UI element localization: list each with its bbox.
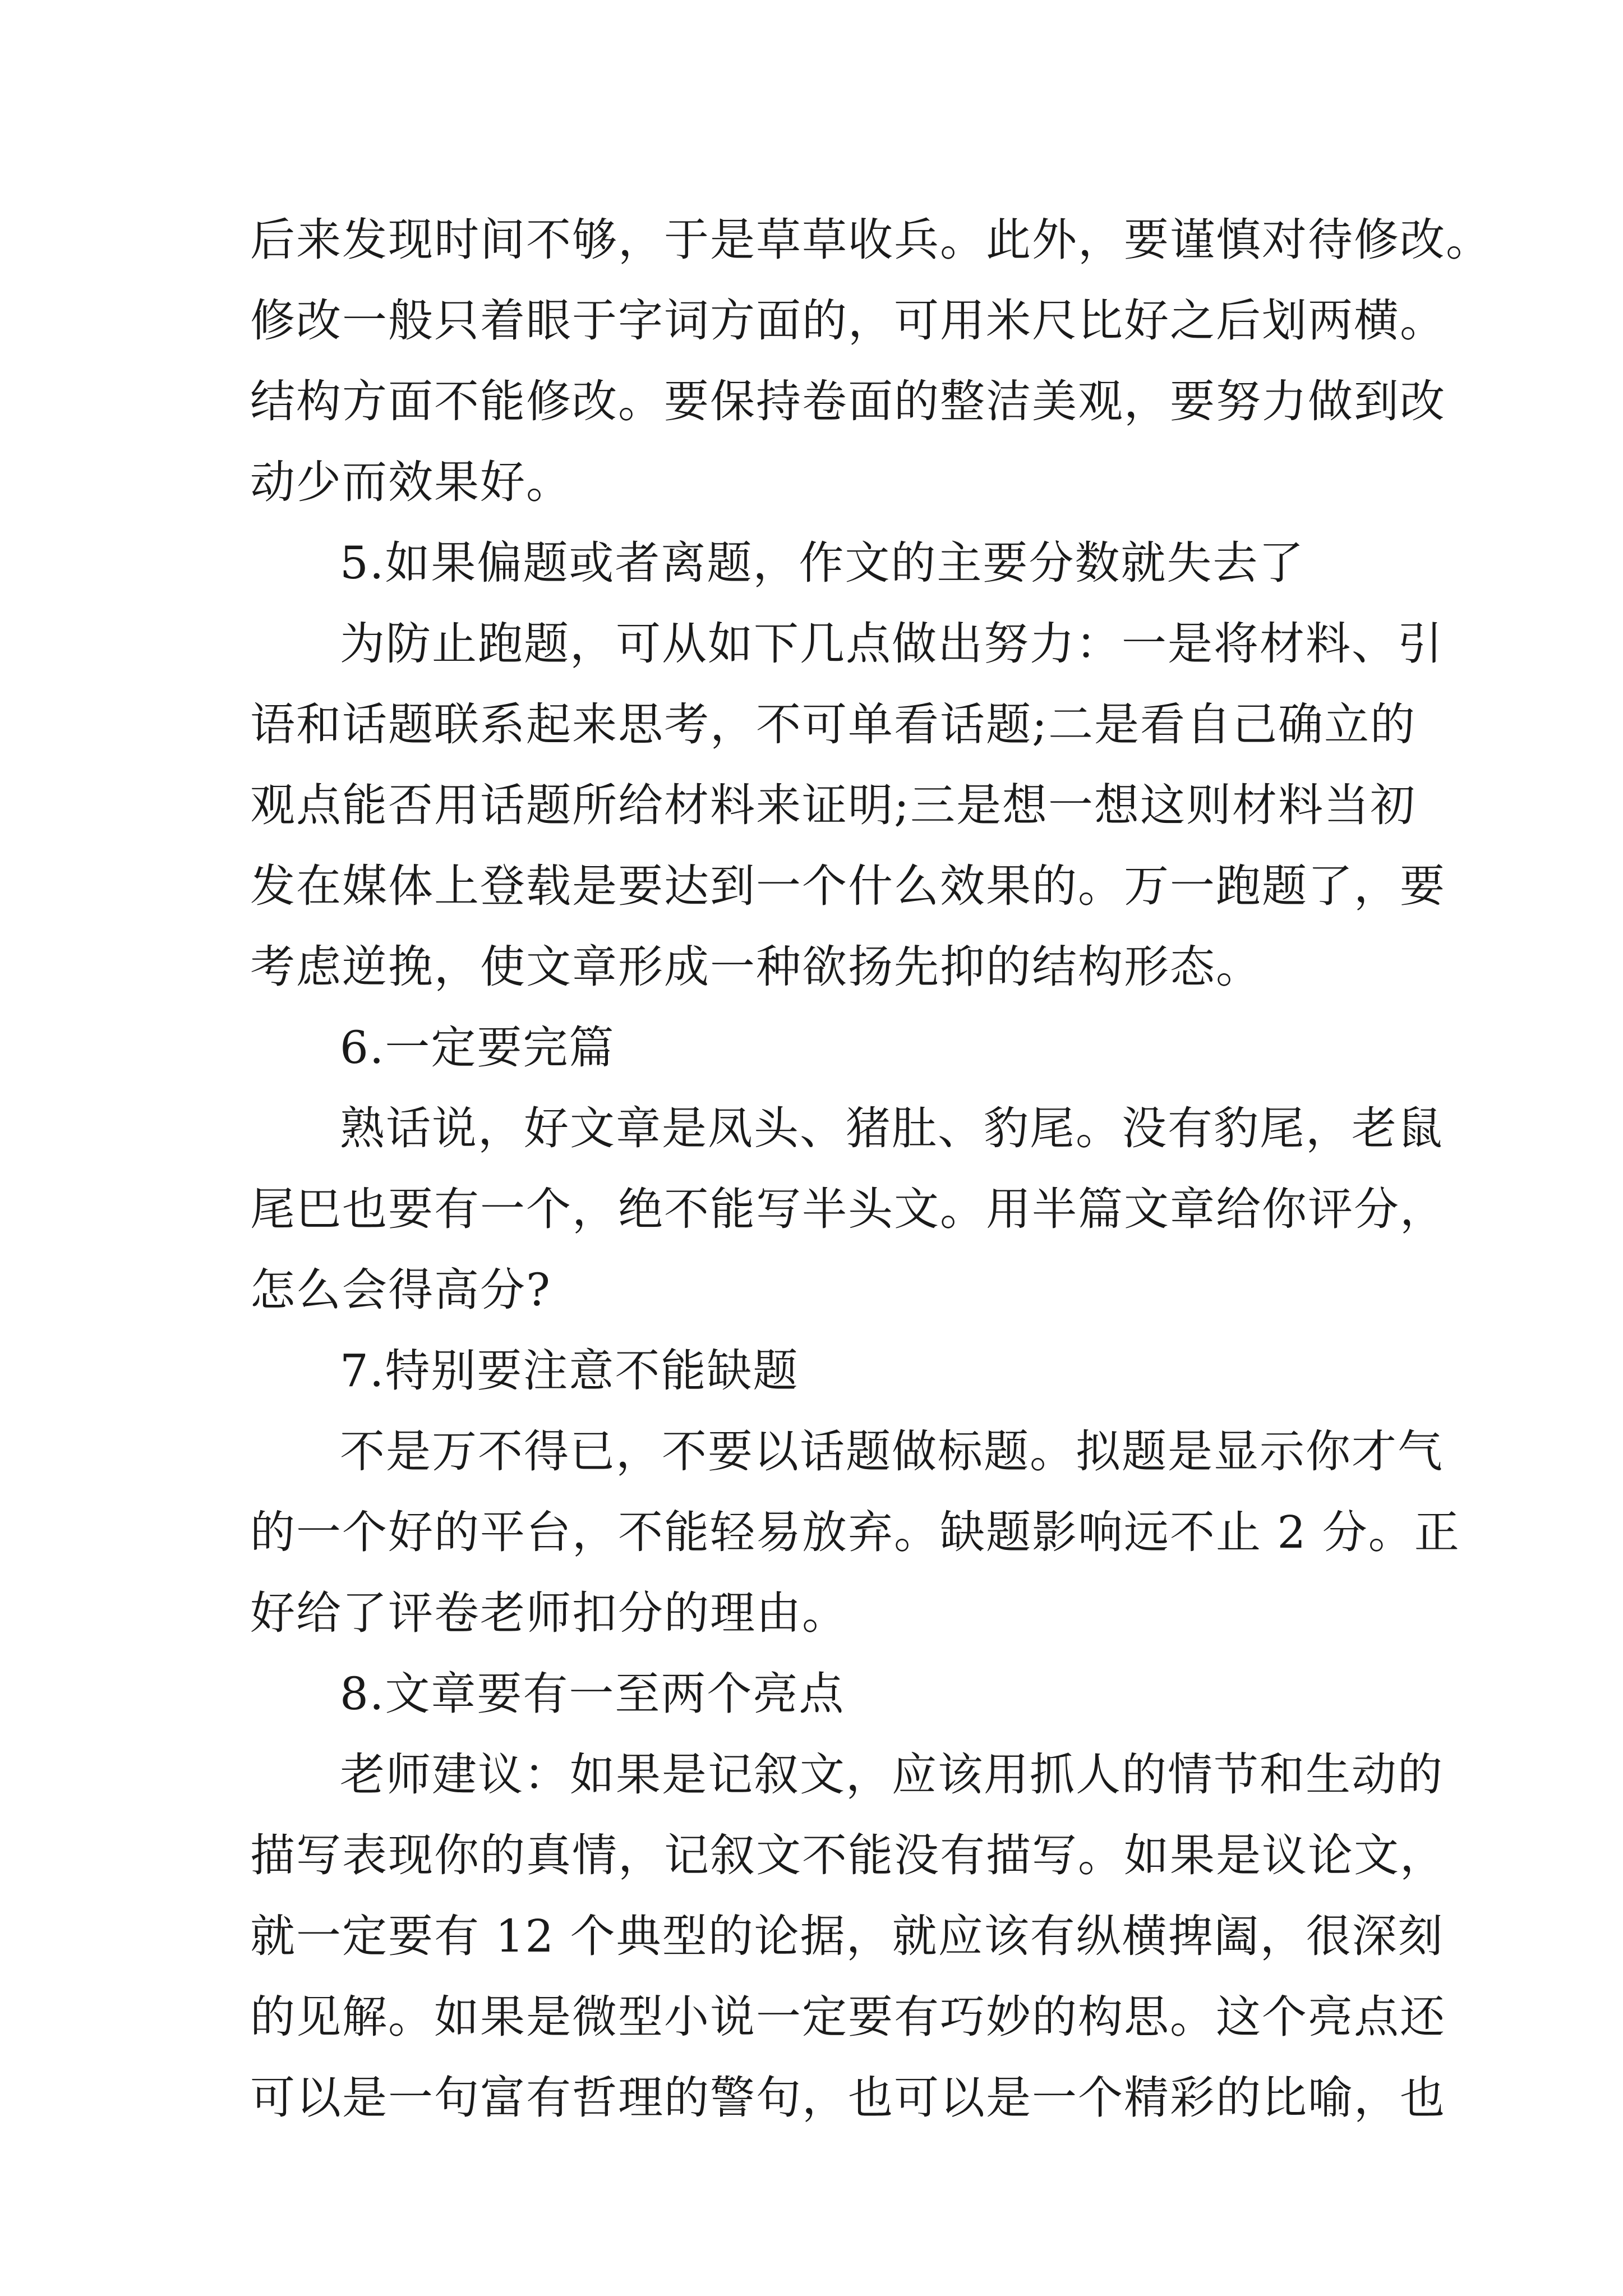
text-line: 好给了评卷老师扣分的理由。 <box>250 1587 848 1639</box>
document-body <box>250 200 1492 2138</box>
section-heading-7: 7.特别要注意不能缺题 <box>340 1345 799 1397</box>
text-line: 就一定要有 12 个典型的论据，就应该有纵横捭阖，很深刻 <box>250 1910 1444 1962</box>
text-line: 动少而效果好。 <box>250 456 572 508</box>
text-line: 修改一般只着眼于字词方面的，可用米尺比好之后划两横。 <box>250 295 1446 347</box>
section-heading-6: 6.一定要完篇 <box>340 1022 615 1074</box>
text-line: 可以是一句富有哲理的警句，也可以是一个精彩的比喻，也 <box>250 2072 1446 2124</box>
text-line: 为防止跑题，可从如下几点做出努力：一是将材料、引 <box>340 618 1444 670</box>
text-line: 不是万不得已，不要以话题做标题。拟题是显示你才气 <box>340 1425 1444 1478</box>
section-heading-5: 5.如果偏题或者离题，作文的主要分数就失去了 <box>340 537 1305 589</box>
text-line: 发在媒体上登载是要达到一个什么效果的。万一跑题了，要 <box>250 860 1446 912</box>
text-line: 语和话题联系起来思考，不可单看话题;二是看自己确立的 <box>250 698 1416 751</box>
text-line: 考虑逆挽，使文章形成一种欲扬先抑的结构形态。 <box>250 941 1262 993</box>
section-heading-8: 8.文章要有一至两个亮点 <box>340 1668 845 1720</box>
text-line: 熟话说，好文章是凤头、猪肚、豹尾。没有豹尾，老鼠 <box>340 1102 1444 1154</box>
text-line: 结构方面不能修改。要保持卷面的整洁美观，要努力做到改 <box>250 375 1446 427</box>
text-line: 尾巴也要有一个，绝不能写半头文。用半篇文章给你评分， <box>250 1183 1446 1235</box>
text-line: 怎么会得高分? <box>250 1264 551 1316</box>
text-line: 后来发现时间不够，于是草草收兵。此外，要谨慎对待修改。 <box>250 214 1492 266</box>
text-line: 观点能否用话题所给材料来证明;三是想一想这则材料当初 <box>250 779 1416 831</box>
text-line: 的见解。如果是微型小说一定要有巧妙的构思。这个亮点还 <box>250 1991 1446 2043</box>
text-line: 老师建议：如果是记叙文，应该用抓人的情节和生动的 <box>340 1749 1444 1801</box>
text-line: 的一个好的平台，不能轻易放弃。缺题影响远不止 2 分。正 <box>250 1506 1460 1558</box>
text-line: 描写表现你的真情，记叙文不能没有描写。如果是议论文， <box>250 1829 1446 1881</box>
